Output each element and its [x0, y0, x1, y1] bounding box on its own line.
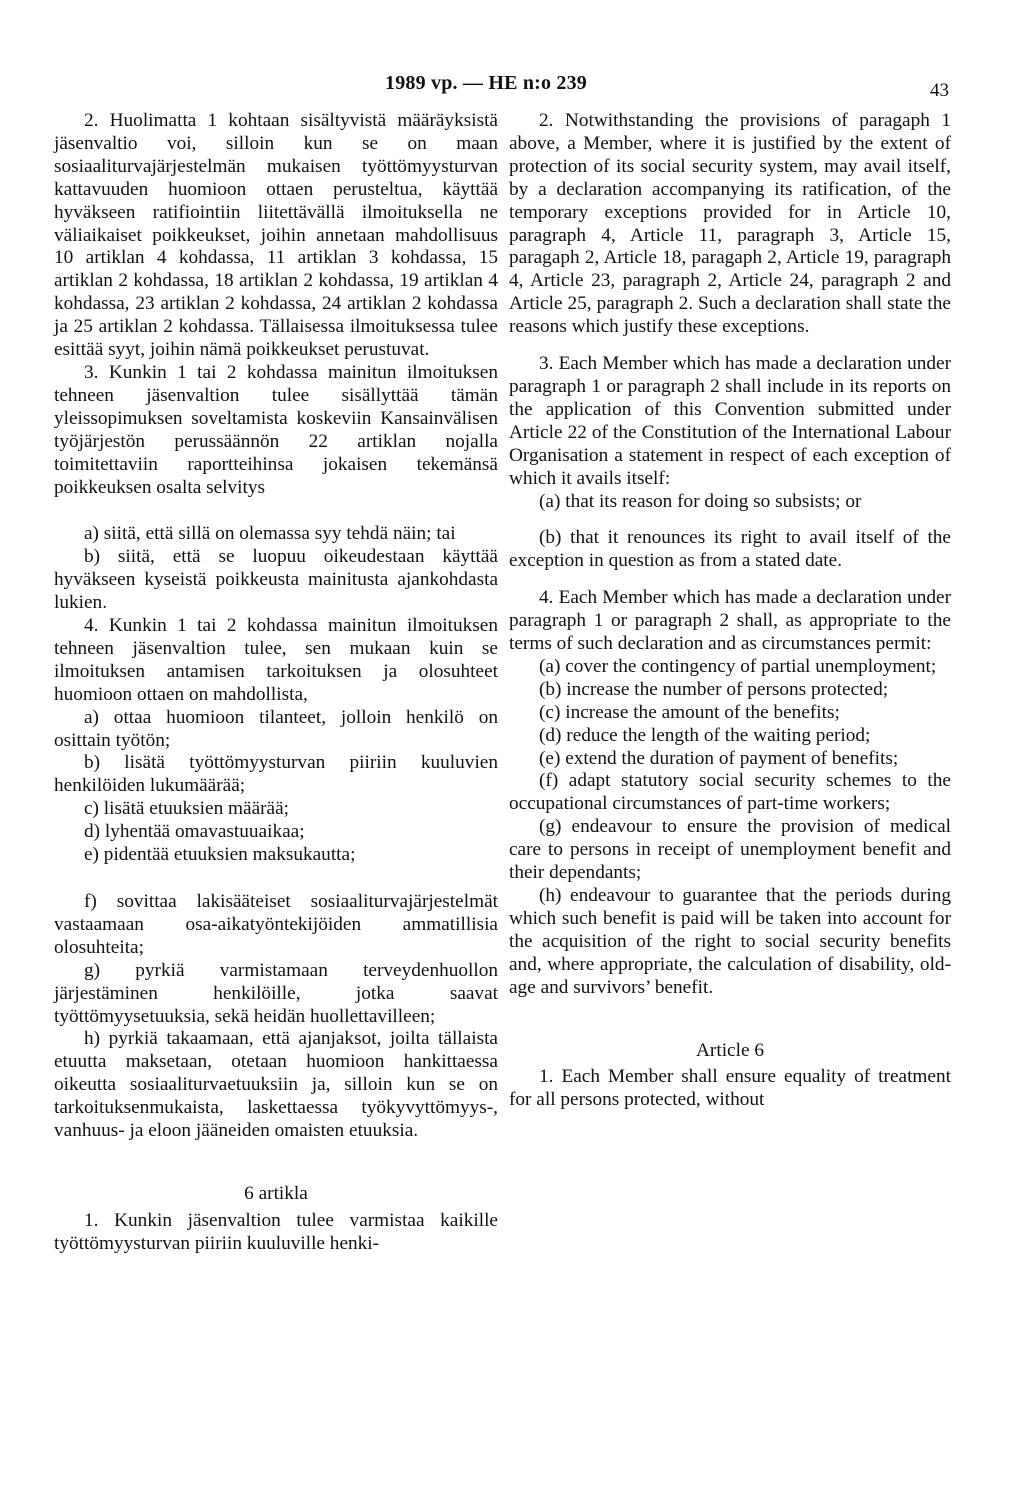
- item-4g: (g) endeavour to ensure the provision of medical care to persons in receipt of unemployment benefit and their dependants;: [509, 816, 951, 884]
- item-4a: a) ottaa huomioon tilanteet, jolloin henkilö on osittain työtön;: [54, 706, 498, 751]
- article-6-paragraph-1: 1. Kunkin jäsenvaltion tulee varmistaa kaikille työttömyysturvan piiriin kuuluville henki-: [54, 1209, 498, 1254]
- item-3a: a) siitä, että sillä on olemassa syy tehdä näin; tai: [84, 523, 456, 545]
- item-4h: h) pyrkiä takaamaan, että ajanjaksot, joilta tällaista etuutta maksetaan, otetaan huomioon hankittaessa oikeutta sosiaaliturvaetuuksiin ja, silloin kun se on tarkoituksenmukaista, laskettaessa työkyvyttömyys-, vanhuus- ja eloon jääneiden omaisten etuuksia.: [54, 1028, 498, 1142]
- item-4b: b) lisätä työttömyysturvan piiriin kuuluvien henkilöiden lukumäärää;: [54, 752, 498, 797]
- item-4f: (f) adapt statutory social security schemes to the occupational circumstances of part-time workers;: [509, 770, 951, 815]
- paragraph-4: 4. Kunkin 1 tai 2 kohdassa mainitun ilmoituksen tehneen jäsenvaltion tulee, sen mukaan kuin se ilmoituksen antamisen tarkoituksen ja olosuhteet huomioon ottaen on mahdollista,: [54, 615, 498, 705]
- item-4d: d) lyhentää omavastuuaikaa;: [84, 821, 305, 843]
- article-6-paragraph-1: 1. Each Member shall ensure equality of treatment for all persons protected, without: [509, 1066, 951, 1111]
- paragraph-2: 2. Notwithstanding the provisions of paragaph 1 above, a Member, where it is justified by the extent of protection of its social security system, may avail itself, by a declaration accompanying its ratification, of the temporary exceptions provided for in Article 10, paragraph 4, Article 11, paragraph 3, Article 15, paragaph 2, Article 18, paragaph 2, Article 19, paragraph 4, Article 23, paragraph 2, Article 24, paragraph 2 and Article 25, paragraph 2. Such a declaration shall state the reasons which justify these exceptions.: [509, 110, 951, 338]
- paragraph-2: 2. Huolimatta 1 kohtaan sisältyvistä määräyksistä jäsenvaltio voi, silloin kun se on maan sosiaaliturvajärjestelmän mukaisen työttömyysturvan kattavuuden huomioon ottaen perusteltua, käyttää hyväkseen ratifiointiin liitettävällä ilmoituksella ne väliaikaiset poikkeukset, joihin annetaan mahdollisuus 10 artiklan 4 kohdassa, 11 artiklan 3 kohdassa, 15 artiklan 2 kohdassa, 18 artiklan 2 kohdassa, 19 artiklan 4 kohdassa, 23 artiklan 2 kohdassa, 24 artiklan 2 kohdassa ja 25 artiklan 2 kohdassa. Tällaisessa ilmoituksessa tulee esittää syyt, joihin nämä poikkeukset perustuvat.: [54, 110, 498, 361]
- english-column: [509, 110, 951, 1112]
- item-4g: g) pyrkiä varmistamaan terveydenhuollon järjestäminen henkilöille, jotka saavat työttömyysetuuksia, sekä heidän huollettavilleen;: [54, 959, 498, 1027]
- article-heading: 6 artikla: [244, 1182, 308, 1204]
- item-4c: c) lisätä etuuksien määrää;: [84, 798, 290, 820]
- paragraph-4: 4. Each Member which has made a declaration under paragraph 1 or paragraph 2 shall, as appropriate to the terms of such declaration and as circumstances permit:: [509, 587, 951, 655]
- article-heading: Article 6: [696, 1039, 764, 1061]
- item-4f: f) sovittaa lakisääteiset sosiaaliturvajärjestelmät vastaamaan osa-aikatyöntekijöiden ammatillisia olosuhteita;: [54, 891, 498, 958]
- item-3b: (b) that it renounces its right to avail itself of the exception in question as from a stated date.: [509, 527, 951, 572]
- paragraph-3: 3. Kunkin 1 tai 2 kohdassa mainitun ilmoituksen tehneen jäsenvaltion tulee sisällyttää tämän yleissopimuksen soveltamista koskeviin Kansainvälisen työjärjestön perussäännön 22 artiklan nojalla toimitettaviin raportteihinsa jokaisen tekemänsä poikkeuksen osalta selvitys: [54, 361, 498, 498]
- finnish-column: [54, 110, 498, 1256]
- paragraph-3: 3. Each Member which has made a declaration under paragraph 1 or paragraph 2 shall include in its reports on the application of this Convention submitted under Article 22 of the Constitution of the International Labour Organisation a statement in respect of each exception of which it avails itself:: [509, 353, 951, 489]
- item-4c: (c) increase the amount of the benefits;: [539, 701, 840, 723]
- item-4e: e) pidentää etuuksien maksukautta;: [84, 844, 356, 866]
- item-3b: b) siitä, että se luopuu oikeudestaan käyttää hyväkseen kyseistä poikkeusta mainitusta ajankohdasta lukien.: [54, 546, 498, 614]
- item-4h: (h) endeavour to guarantee that the periods during which such benefit is paid will be taken into account for the acquisition of the right to social security benefits and, where appropriate, the calculation of disability, old-age and survivors’ benefit.: [509, 885, 951, 998]
- item-4b: (b) increase the number of persons protected;: [539, 678, 889, 700]
- page-number: 43: [930, 80, 949, 101]
- item-4a: (a) cover the contingency of partial unemployment;: [539, 655, 937, 677]
- page-header: [0, 72, 1024, 100]
- item-4e: (e) extend the duration of payment of benefits;: [539, 747, 899, 769]
- running-head: 1989 vp. — HE n:o 239: [385, 72, 588, 94]
- item-4d: (d) reduce the length of the waiting period;: [539, 724, 871, 746]
- item-3a: (a) that its reason for doing so subsists; or: [539, 490, 862, 512]
